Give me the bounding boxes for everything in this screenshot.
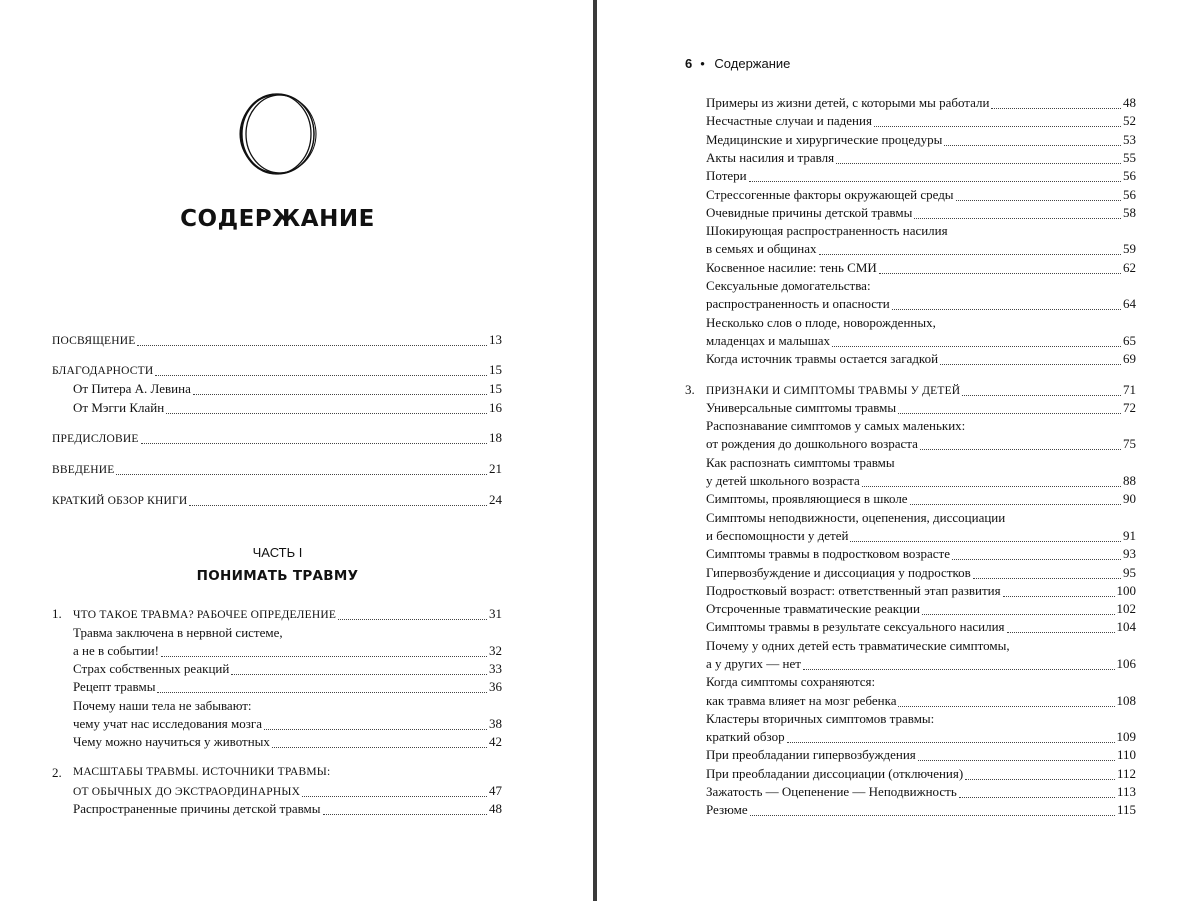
leader-dots [862, 472, 1121, 487]
toc-page-number: 95 [1123, 565, 1136, 580]
toc-entry[interactable] [706, 618, 1136, 636]
toc-entry-introduction[interactable] [52, 460, 502, 478]
leader-dots [956, 186, 1121, 201]
toc-entry[interactable] [706, 94, 1136, 112]
leader-dots [959, 783, 1115, 798]
toc-page-number: 15 [489, 362, 502, 377]
toc-entry[interactable] [706, 527, 1136, 545]
toc-page-number: 72 [1123, 400, 1136, 415]
toc-entry-label-line [73, 697, 502, 715]
toc-entry-label: Почему у одних детей есть травматические симптомы, [706, 638, 1010, 653]
toc-page-number: 53 [1123, 132, 1136, 147]
toc-entry[interactable] [706, 765, 1136, 783]
toc-entry-label: От Питера А. Левина [73, 381, 191, 396]
toc-page-number: 48 [1123, 95, 1136, 110]
toc-entry-label-line [706, 637, 1136, 655]
toc-heading: СОДЕРЖАНИЕ [180, 206, 375, 232]
toc-page-number: 113 [1116, 784, 1136, 799]
toc-entry-label: Несчастные случаи и падения [706, 113, 872, 128]
toc-page-number: 106 [1116, 656, 1136, 671]
toc-entry[interactable] [73, 642, 502, 660]
toc-entry-foreword[interactable] [52, 429, 502, 447]
leader-dots [850, 527, 1121, 542]
toc-chapter-1[interactable] [73, 605, 502, 623]
toc-page-number: 24 [489, 492, 502, 507]
header-title: Содержание [714, 56, 791, 71]
toc-entry-label-line [706, 277, 1136, 295]
leader-dots [819, 240, 1122, 255]
toc-page-number: 109 [1116, 729, 1136, 744]
leader-dots [323, 800, 487, 815]
toc-page-number: 59 [1123, 241, 1136, 256]
toc-entry-label: Страх собственных реакций [73, 661, 230, 676]
toc-entry[interactable] [706, 332, 1136, 350]
toc-entry[interactable] [706, 112, 1136, 130]
toc-entry-label: ПРЕДИСЛОВИЕ [52, 433, 139, 445]
leader-dots [874, 112, 1121, 127]
leader-dots [962, 381, 1121, 396]
toc-entry-label: краткий обзор [706, 729, 785, 744]
leader-dots [836, 149, 1121, 164]
toc-page-number: 18 [489, 430, 502, 445]
toc-entry[interactable] [706, 399, 1136, 417]
header-separator: • [700, 56, 705, 71]
toc-entry-label-line [706, 314, 1136, 332]
toc-entry[interactable] [706, 186, 1136, 204]
toc-page-number: 110 [1116, 747, 1136, 762]
leader-dots [193, 380, 487, 395]
toc-entry[interactable] [706, 746, 1136, 764]
toc-page-number: 69 [1123, 351, 1136, 366]
toc-chapter-3[interactable] [706, 381, 1136, 399]
toc-page-number: 36 [489, 679, 502, 694]
leader-dots [910, 490, 1121, 505]
toc-entry-label: Очевидные причины детской травмы [706, 205, 913, 220]
toc-entry-label: Примеры из жизни детей, с которыми мы работали [706, 95, 990, 110]
toc-chapter-2[interactable] [73, 782, 502, 800]
toc-page-number: 100 [1116, 583, 1136, 598]
toc-entry-label: БЛАГОДАРНОСТИ [52, 365, 154, 377]
chapter-number: 3. [685, 382, 695, 397]
toc-entry-label: Когда источник травмы остается загадкой [706, 351, 939, 366]
leader-dots [879, 259, 1121, 274]
part-label: ЧАСТЬ I [252, 545, 303, 560]
toc-entry-label-line [706, 710, 1136, 728]
chapter-number: 1. [52, 606, 62, 621]
leader-dots [1007, 618, 1115, 633]
leader-dots [749, 167, 1121, 182]
right-page [597, 0, 1188, 901]
toc-page-number: 62 [1123, 260, 1136, 275]
leader-dots [157, 678, 487, 693]
toc-entry-dedication[interactable] [52, 331, 502, 349]
toc-entry[interactable] [706, 490, 1136, 508]
toc-entry-label: Отсроченные травматические реакции [706, 601, 920, 616]
leader-dots [952, 545, 1121, 560]
circle-ornament-icon [236, 92, 320, 176]
toc-page-number: 71 [1123, 382, 1136, 397]
toc-entry-overview[interactable] [52, 491, 502, 509]
leader-dots [750, 801, 1115, 816]
toc-page-number: 75 [1123, 436, 1136, 451]
toc-entry-label: Акты насилия и травля [706, 150, 835, 165]
toc-entry[interactable] [706, 692, 1136, 710]
toc-entry[interactable] [706, 582, 1136, 600]
toc-page-number: 56 [1123, 187, 1136, 202]
toc-entry-levine[interactable] [73, 380, 502, 398]
leader-dots [973, 564, 1121, 579]
toc-chapter-2-line1 [73, 764, 502, 782]
toc-entry-label: Косвенное насилие: тень СМИ [706, 260, 877, 275]
toc-page-number: 42 [489, 734, 502, 749]
toc-entry-label: Универсальные симптомы травмы [706, 400, 897, 415]
toc-entry-label: младенцах и малышах [706, 333, 831, 348]
toc-entry[interactable] [706, 545, 1136, 563]
toc-entry-label: Распространенные причины детской травмы [73, 801, 321, 816]
leader-dots [965, 765, 1115, 780]
toc-page-number: 13 [489, 332, 502, 347]
toc-entry-label: как травма влияет на мозг ребенка [706, 693, 897, 708]
leader-dots [991, 94, 1121, 109]
toc-entry-label: Как распознать симптомы травмы [706, 455, 895, 470]
leader-dots [231, 660, 487, 675]
toc-page-number: 58 [1123, 205, 1136, 220]
toc-entry-label: ПРИЗНАКИ И СИМПТОМЫ ТРАВМЫ У ДЕТЕЙ [706, 385, 961, 397]
toc-page-number: 31 [489, 606, 502, 621]
toc-entry[interactable] [706, 204, 1136, 222]
toc-entry-label: от рождения до дошкольного возраста [706, 436, 918, 451]
part-title: ПОНИМАТЬ ТРАВМУ [196, 568, 359, 584]
leader-dots [898, 692, 1114, 707]
toc-entry[interactable] [706, 131, 1136, 149]
leader-dots [944, 131, 1121, 146]
toc-entry-label-line [706, 417, 1136, 435]
toc-entry-label: ЧТО ТАКОЕ ТРАВМА? РАБОЧЕЕ ОПРЕДЕЛЕНИЕ [73, 609, 337, 621]
leader-dots [137, 331, 487, 346]
toc-entry-label: Подростковый возраст: ответственный этап развития [706, 583, 1001, 598]
toc-entry-label: Медицинские и хирургические процедуры [706, 132, 943, 147]
toc-page-number: 104 [1116, 619, 1136, 634]
toc-page-number: 65 [1123, 333, 1136, 348]
leader-dots [918, 746, 1115, 761]
toc-entry-label: При преобладании диссоциации (отключения) [706, 766, 964, 781]
toc-page-number: 55 [1123, 150, 1136, 165]
toc-entry-label: Резюме [706, 802, 748, 817]
leader-dots [914, 204, 1121, 219]
toc-entry[interactable] [73, 800, 502, 818]
toc-entry-label: а у других — нет [706, 656, 801, 671]
toc-entry-label: ОТ ОБЫЧНЫХ ДО ЭКСТРАОРДИНАРНЫХ [73, 786, 301, 798]
toc-entry[interactable] [706, 564, 1136, 582]
leader-dots [161, 642, 487, 657]
toc-entry[interactable] [73, 660, 502, 678]
toc-entry-label: Симптомы неподвижности, оцепенения, диссоциации [706, 510, 1006, 525]
toc-entry-label-line [706, 454, 1136, 472]
toc-entry[interactable] [706, 149, 1136, 167]
toc-page-number: 91 [1123, 528, 1136, 543]
toc-entry-label: ВВЕДЕНИЕ [52, 464, 115, 476]
toc-page-number: 16 [489, 400, 502, 415]
toc-page-number: 32 [489, 643, 502, 658]
leader-dots [264, 715, 487, 730]
leader-dots [832, 332, 1121, 347]
toc-entry-label: Зажатость — Оцепенение — Неподвижность [706, 784, 957, 799]
toc-entry-label-line [706, 509, 1136, 527]
toc-page-number: 90 [1123, 491, 1136, 506]
header-page-number: 6 [685, 56, 693, 71]
leader-dots [803, 655, 1115, 670]
toc-page-number: 47 [489, 783, 502, 798]
leader-dots [141, 429, 487, 444]
toc-entry-label: Симптомы травмы в подростковом возрасте [706, 546, 950, 561]
leader-dots [787, 728, 1115, 743]
toc-entry-label: Когда симптомы сохраняются: [706, 674, 876, 689]
toc-entry-label: а не в событии! [73, 643, 159, 658]
toc-entry-label: Гипервозбуждение и диссоциация у подростков [706, 565, 971, 580]
toc-page-number: 52 [1123, 113, 1136, 128]
toc-entry[interactable] [706, 350, 1136, 368]
left-page [0, 0, 593, 901]
toc-entry-label: чему учат нас исследования мозга [73, 716, 262, 731]
toc-entry[interactable] [73, 715, 502, 733]
toc-entry-label-line [706, 222, 1136, 240]
toc-entry[interactable] [706, 783, 1136, 801]
toc-entry[interactable] [706, 295, 1136, 313]
toc-entry-label: Потери [706, 168, 747, 183]
toc-page-number: 21 [489, 461, 502, 476]
toc-entry-label: Сексуальные домогательства: [706, 278, 871, 293]
leader-dots [898, 399, 1121, 414]
toc-entry-label: Шокирующая распространенность насилия [706, 223, 948, 238]
toc-entry[interactable] [706, 600, 1136, 618]
chapter-number: 2. [52, 765, 62, 780]
toc-page-number: 88 [1123, 473, 1136, 488]
toc-entry-acknowledgements[interactable] [52, 361, 502, 379]
leader-dots [338, 605, 487, 620]
leader-dots [155, 361, 487, 376]
toc-entry[interactable] [706, 240, 1136, 258]
toc-entry-label: ПОСВЯЩЕНИЕ [52, 335, 136, 347]
toc-entry-label: Рецепт травмы [73, 679, 156, 694]
toc-entry-label: Распознавание симптомов у самых маленьких: [706, 418, 966, 433]
toc-entry[interactable] [706, 728, 1136, 746]
toc-entry-label: и беспомощности у детей [706, 528, 849, 543]
toc-entry[interactable] [706, 167, 1136, 185]
toc-entry[interactable] [706, 435, 1136, 453]
toc-entry-label: у детей школьного возраста [706, 473, 860, 488]
leader-dots [166, 399, 487, 414]
toc-page-number: 56 [1123, 168, 1136, 183]
leader-dots [940, 350, 1121, 365]
toc-entry-label: КРАТКИЙ ОБЗОР КНИГИ [52, 495, 188, 507]
toc-entry-label: Чему можно научиться у животных [73, 734, 270, 749]
toc-page-number: 108 [1116, 693, 1136, 708]
toc-entry-label: распространенность и опасности [706, 296, 890, 311]
toc-entry[interactable] [73, 678, 502, 696]
toc-entry-label: Симптомы травмы в результате сексуального насилия [706, 619, 1005, 634]
toc-entry[interactable] [706, 655, 1136, 673]
toc-entry-label-line [706, 673, 1136, 691]
toc-page-number: 33 [489, 661, 502, 676]
running-header [685, 56, 790, 71]
leader-dots [189, 491, 487, 506]
toc-page-number: 38 [489, 716, 502, 731]
toc-page-number: 102 [1116, 601, 1136, 616]
toc-entry-label: Почему наши тела не забывают: [73, 698, 252, 713]
toc-entry[interactable] [706, 801, 1136, 819]
toc-entry[interactable] [73, 733, 502, 751]
toc-entry[interactable] [706, 472, 1136, 490]
toc-entry-label: При преобладании гипервозбуждения [706, 747, 916, 762]
leader-dots [302, 782, 487, 797]
leader-dots [272, 733, 487, 748]
toc-page-number: 112 [1116, 766, 1136, 781]
toc-entry-label: Симптомы, проявляющиеся в школе [706, 491, 908, 506]
toc-page-number: 115 [1116, 802, 1136, 817]
toc-entry-label: Несколько слов о плоде, новорожденных, [706, 315, 936, 330]
toc-entry-label-line [73, 624, 502, 642]
toc-page-number: 15 [489, 381, 502, 396]
toc-entry[interactable] [706, 259, 1136, 277]
toc-page-number: 64 [1123, 296, 1136, 311]
toc-entry-label: Кластеры вторичных симптомов травмы: [706, 711, 935, 726]
toc-entry-label: От Мэгги Клайн [73, 400, 165, 415]
leader-dots [116, 460, 487, 475]
leader-dots [1003, 582, 1115, 597]
toc-entry-kline[interactable] [73, 399, 502, 417]
toc-entry-label: в семьях и общинах [706, 241, 817, 256]
toc-entry-label: Травма заключена в нервной системе, [73, 625, 283, 640]
toc-entry-label: Стрессогенные факторы окружающей среды [706, 187, 954, 202]
toc-page-number: 48 [489, 801, 502, 816]
leader-dots [920, 435, 1121, 450]
toc-entry-label: МАСШТАБЫ ТРАВМЫ. ИСТОЧНИКИ ТРАВМЫ: [73, 766, 331, 778]
leader-dots [892, 295, 1121, 310]
leader-dots [922, 600, 1115, 615]
toc-page-number: 93 [1123, 546, 1136, 561]
